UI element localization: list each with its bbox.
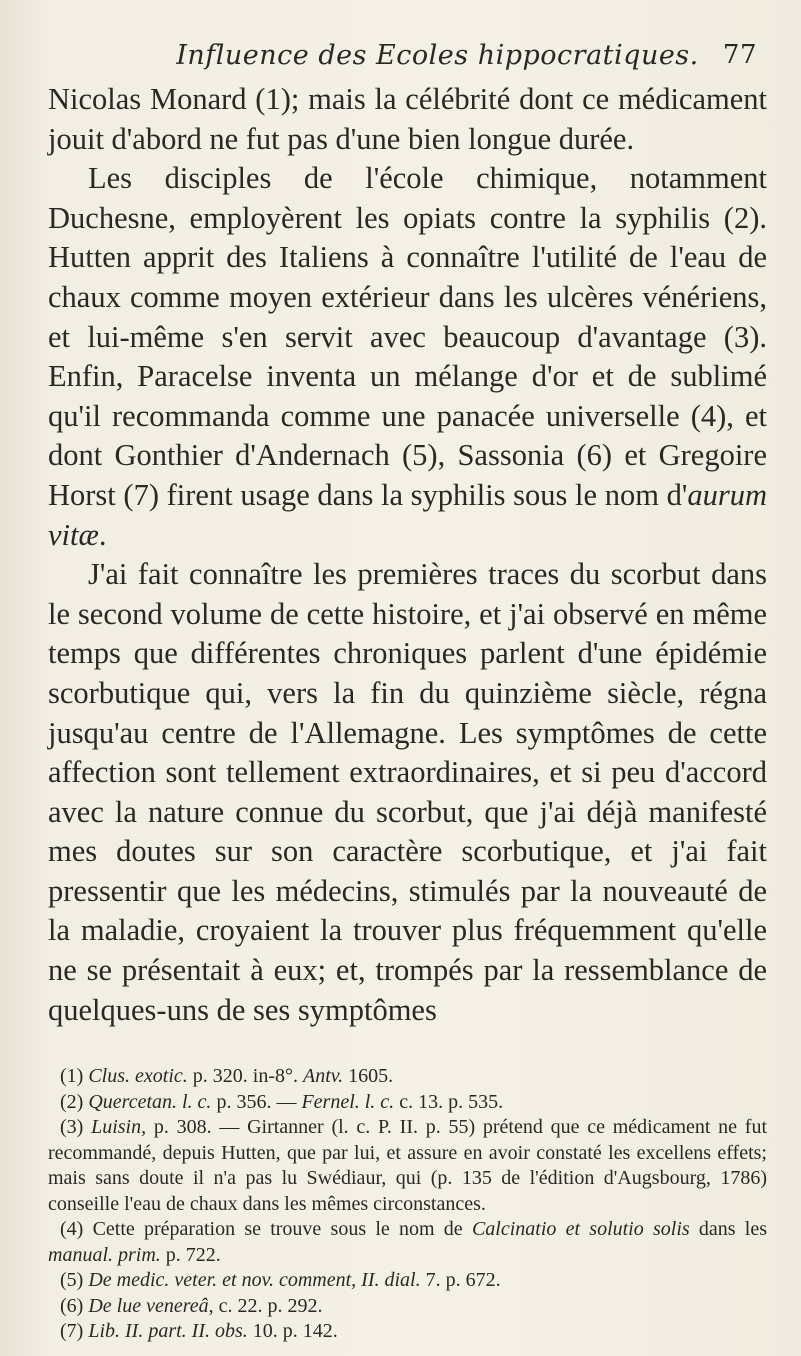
running-head [48,40,767,80]
footnote-6-text: , c. 22. p. 292. [208,1294,323,1317]
footnote-2-number: (2) [60,1090,84,1113]
footnote-4-text-3: p. 722. [165,1243,221,1266]
footnote-5-italic: De medic. veter. et nov. comment, II. dial. [88,1269,421,1292]
running-title: Influence des Ecoles hippocratiques. [176,40,699,71]
footnote-1-number: (1) [60,1065,84,1088]
footnote-3-number: (3) [60,1116,84,1139]
footnote-7-number: (7) [60,1320,84,1343]
footnote-3-text: p. 308. — Girtanner (l. c. P. II. p. 55) prétend que ce médicament ne fut recommandé, depuis Hutten, que par lui, et assure en avoir constaté les excellens effets; mais sans doute il n'a pas lu Swédiaur, qui (p. 135 de l'édition d'Augsbourg, 1786) conseille l'eau de chaux dans les mêmes circonstances. [48,1116,768,1215]
paragraph-1: Nicolas Monard (1); mais la célébrité dont ce médicament jouit d'abord ne fut pas d'une bien longue durée. [48,82,767,156]
footnote-1-italic-2: Antv. [302,1065,344,1088]
footnote-4-text: Cette préparation se trouve sous le nom de [92,1218,463,1241]
footnote-3 [48,1115,767,1217]
footnote-7-italic: Lib. II. part. II. obs. [88,1320,248,1343]
footnote-4-text-2: dans les [698,1218,768,1241]
footnote-1 [48,1064,767,1090]
paragraph-2-italic: aurum vitæ [48,477,767,552]
footnote-2-italic-2: Fernel. l. c. [301,1090,395,1113]
footnote-1-text-2: 1605. [348,1065,394,1088]
footnote-6 [48,1294,767,1320]
footnotes [48,1064,767,1345]
paragraph-2 [48,159,767,555]
footnote-1-italic: Clus. exotic. [88,1065,188,1088]
footnote-6-number: (6) [60,1294,84,1317]
footnote-7-text: 10. p. 142. [252,1320,338,1343]
page-number: 77 [722,40,757,70]
footnote-2-text-2: c. 13. p. 535. [399,1090,504,1113]
footnote-7 [48,1319,767,1345]
footnote-separator [48,1030,767,1064]
footnote-5-number: (5) [60,1269,84,1292]
footnote-2-text: p. 356. — [216,1090,297,1113]
footnote-4-italic: Calcinatio et solutio solis [471,1218,690,1241]
footnote-2-italic: Quercetan. l. c. [88,1090,212,1113]
paragraph-2-text-a: Les disciples de l'école chimique, notamment Duchesne, employèrent les opiats contre la syphilis (2). Hutten apprit des Italiens à connaître l'utilité de l'eau de chaux comme moyen extérieur dans les ulcères vénériens, et lui-même s'en servit avec beaucoup d'avantage (3). Enfin, Paracelse inventa un mélange d'or et de sublimé qu'il recommanda comme une panacée universelle (4), et dont Gonthier d'Andernach (5), Sassonia (6) et Gregoire Horst (7) firent usage dans la syphilis sous le nom d' [48,161,767,512]
footnote-5 [48,1268,767,1294]
footnote-4-number: (4) [60,1218,84,1241]
footnote-2 [48,1090,767,1116]
footnote-5-text: 7. p. 672. [425,1269,501,1292]
paragraph-2-text-b: . [98,517,107,552]
paragraph-3: J'ai fait connaître les premières traces du scorbut dans le second volume de cette histoire, et j'ai observé en même temps que différentes chroniques parlent d'une épidémie scorbutique qui, vers la fin du quinzième siècle, régna jusqu'au centre de l'Allemagne. Les symptômes de cette affection sont tellement extraordinaires, et si peu d'accord avec la nature connue du scorbut, que j'ai déjà manifesté mes doutes sur son caractère scorbutique, et j'ai fait pressentir que les médecins, stimulés par la nouveauté de la maladie, croyaient la trouver plus fréquemment qu'elle ne se présentait à eux; et, trompés par la ressemblance de quelques-uns de ses symptômes [48,557,767,1027]
footnote-1-text: p. 320. in-8°. [192,1065,298,1088]
footnote-4 [48,1217,767,1268]
footnote-6-italic: De lue venereâ [88,1294,209,1317]
footnote-4-italic-2: manual. prim. [48,1243,161,1266]
footnote-3-italic: Luisin, [91,1116,147,1139]
main-text [48,80,767,1030]
